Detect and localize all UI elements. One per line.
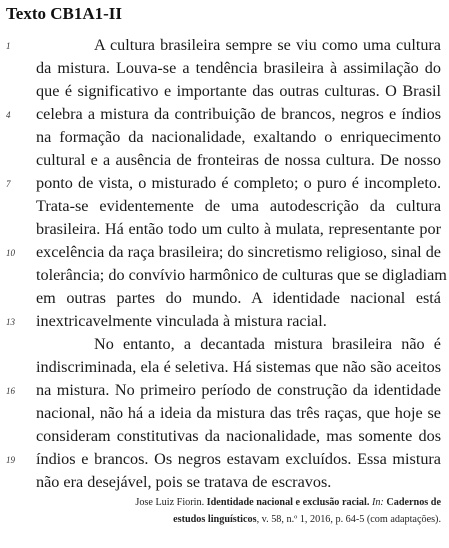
text-line <box>36 402 441 425</box>
line-text: em outras partes do mundo. A identidade nacional está <box>36 289 441 307</box>
line-text: consideram constitutivas da nacionalidade, mas somente dos <box>36 427 441 445</box>
line-number: 13 <box>6 317 15 327</box>
text-line <box>36 471 441 494</box>
line-text: brasileira. Há então todo um culto à mulata, representante por <box>36 220 441 238</box>
line-number: 16 <box>6 386 15 396</box>
line-text: ponto de vista, o misturado é completo; o puro é incompleto. <box>36 174 441 192</box>
line-number: 7 <box>6 179 11 189</box>
text-line <box>6 379 441 402</box>
text-line <box>6 103 441 126</box>
citation-title: Identidade nacional e exclusão racial. <box>206 497 370 508</box>
line-number: 4 <box>6 110 11 120</box>
line-text: cultural e a ausência de fronteiras de nossa cultura. De nosso <box>36 151 441 169</box>
line-text: tolerância; do convívio harmônico de culturas que se digladiam <box>36 266 447 284</box>
line-text: da mistura. Louva-se a tendência brasileira à assimilação do <box>36 59 441 77</box>
line-text: indiscriminada, ela é seletiva. Há sistemas que não são aceitos <box>36 358 441 376</box>
line-text: na mistura. No primeiro período de construção da identidade <box>36 381 441 399</box>
line-number: 1 <box>6 41 11 51</box>
citation-in: In: <box>371 497 384 508</box>
text-line <box>6 310 441 333</box>
citation <box>121 494 441 528</box>
citation-author: Jose Luiz Fiorin. <box>135 497 205 508</box>
text-line <box>36 333 441 356</box>
line-text: Trata-se evidentemente de uma autodescrição da cultura <box>36 197 441 215</box>
line-text: não era desejável, pois se tratava de escravos. <box>36 473 332 491</box>
line-text: No entanto, a decantada mistura brasileira não é <box>94 335 441 353</box>
text-line <box>6 448 441 471</box>
text-line <box>36 264 447 287</box>
text-line <box>36 425 441 448</box>
text-line <box>36 126 441 149</box>
text-line <box>36 356 441 379</box>
text-line <box>36 195 441 218</box>
text-line <box>36 57 441 80</box>
line-text: na formação da nacionalidade, exaltando o enriquecimento <box>36 128 441 146</box>
text-line <box>36 287 441 310</box>
line-text: excelência da raça brasileira; do sincretismo religioso, sinal de <box>36 243 441 261</box>
text-title: Texto CB1A1-II <box>6 4 123 23</box>
line-number: 19 <box>6 455 15 465</box>
text-line <box>36 80 441 103</box>
text-line <box>6 172 441 195</box>
line-text: A cultura brasileira sempre se viu como uma cultura <box>94 36 441 54</box>
line-text: inextricavelmente vinculada à mistura racial. <box>36 312 327 330</box>
text-line <box>36 149 441 172</box>
text-line <box>36 218 441 241</box>
body-text <box>6 34 447 494</box>
line-number: 10 <box>6 248 15 258</box>
line-text: que é significativo e importante das outras culturas. O Brasil <box>36 82 441 100</box>
citation-details: , v. 58, n.º 1, 2016, p. 64-5 (com adaptações). <box>256 514 441 525</box>
line-text: celebra a mistura da contribuição de brancos, negros e índios <box>36 105 441 123</box>
citation-journal: Cadernos de estudos linguísticos <box>173 497 441 525</box>
line-text: nacional, não há a ideia da mistura das três raças, que hoje se <box>36 404 441 422</box>
text-line <box>6 241 441 264</box>
line-text: índios e brancos. Os negros estavam excluídos. Essa mistura <box>36 450 441 468</box>
text-line <box>6 34 441 57</box>
